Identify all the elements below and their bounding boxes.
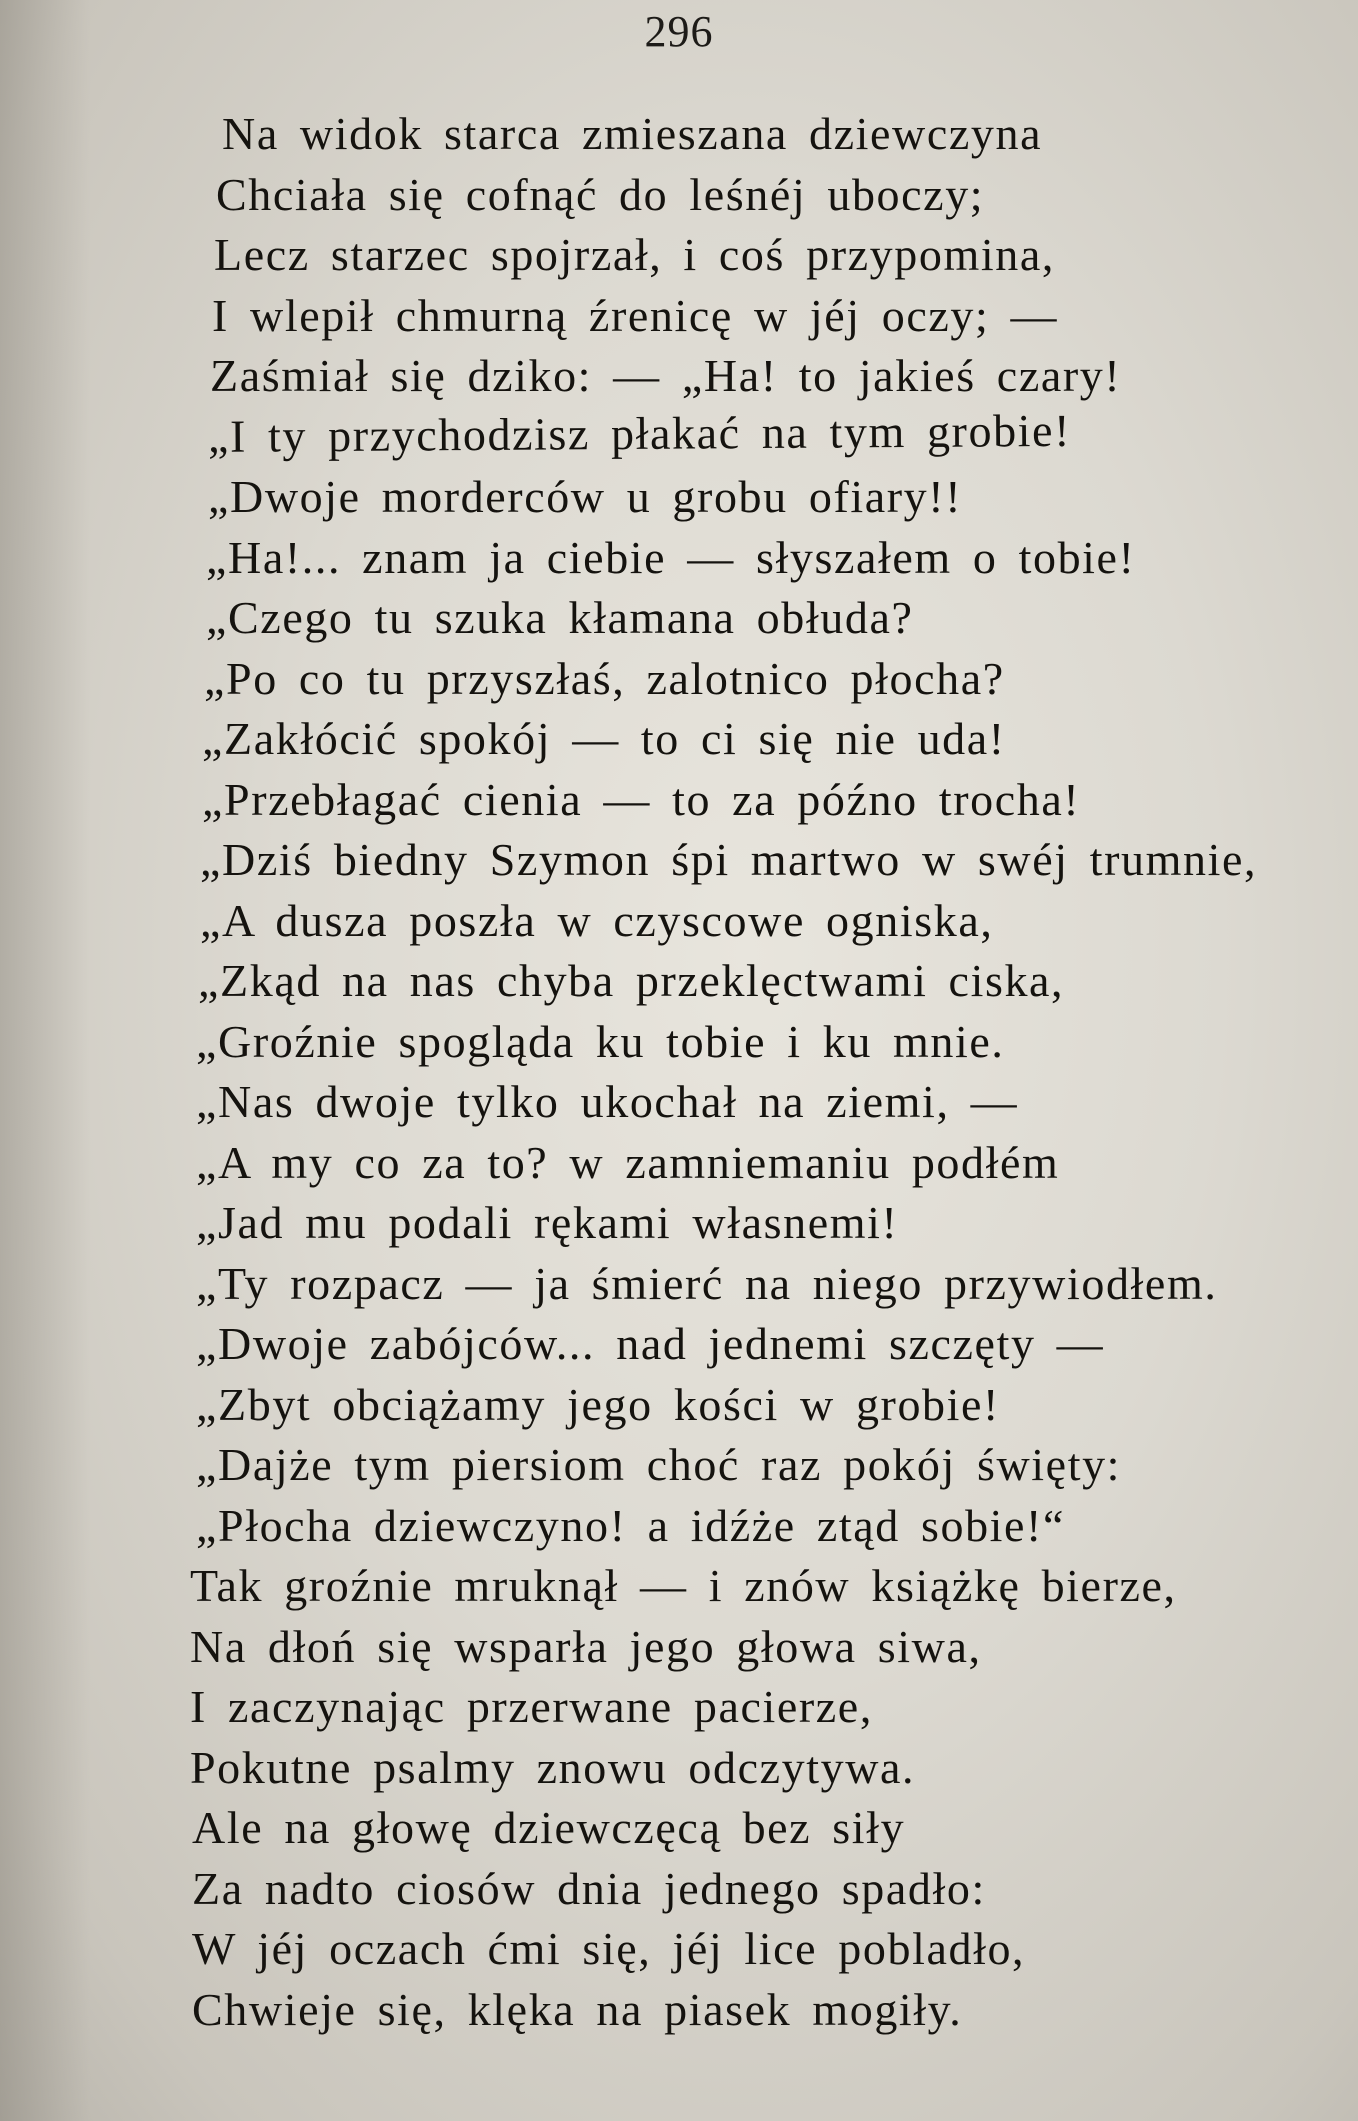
verse-line: Tak groźnie mruknął — i znów książkę bierze, — [190, 1560, 1177, 1611]
verse-line: W jéj oczach ćmi się, jéj lice pobladło, — [192, 1923, 1026, 1974]
page-number: 296 — [644, 7, 714, 56]
verse-line: „Ty rozpacz — ja śmierć na niego przywiodłem. — [196, 1257, 1218, 1309]
verse-line: Na dłoń się wsparła jego głowa siwa, — [190, 1620, 982, 1672]
verse-line: Lecz starzec spojrzał, i coś przypomina, — [214, 229, 1055, 280]
verse-line: Chwieje się, klęka na piasek mogiły. — [192, 1983, 963, 2035]
verse-line: „Dziś biedny Szymon śpi martwo w swéj trumnie, — [200, 834, 1258, 885]
verse-line: Na widok starca zmieszana dziewczyna — [222, 108, 1043, 159]
verse-line: Za nadto ciosów dnia jednego spadło: — [192, 1862, 986, 1914]
verse-line: Ale na głowę dziewczęcą bez siły — [192, 1802, 906, 1853]
verse-line: „Dajże tym piersiom choć raz pokój święty: — [196, 1439, 1122, 1490]
verse-line: „Nas dwoje tylko ukochał na ziemi, — — [196, 1076, 1019, 1127]
verse-line: „Zbyt obciążamy jego kości w grobie! — [196, 1378, 1000, 1430]
verse-line: „A dusza poszła w czyscowe ogniska, — [200, 894, 994, 946]
verse-line: „Dwoje zabójców... nad jednemi szczęty — — [196, 1318, 1105, 1369]
page-gutter-shadow — [0, 0, 90, 2121]
verse-line: „Po co tu przyszłaś, zalotnico płocha? — [204, 652, 1005, 704]
verse-line: „Płocha dziewczyno! a idźże ztąd sobie!“ — [196, 1499, 1065, 1551]
verse-line: „Dwoje morderców u grobu ofiary!! — [208, 471, 963, 522]
verse-line: „Czego tu szuka kłamana obłuda? — [206, 592, 914, 643]
verse-line: I wlepił chmurną źrenicę w jéj oczy; — — [212, 289, 1059, 341]
verse-line: Pokutne psalmy znowu odczytywa. — [190, 1741, 916, 1793]
poem-text — [190, 104, 1316, 2040]
verse-line: „Zakłócić spokój — to ci się nie uda! — [202, 713, 1006, 764]
verse-line: Chciała się cofnąć do leśnéj uboczy; — [216, 168, 985, 220]
verse-line: „I ty przychodzisz płakać na tym grobie! — [207, 404, 1072, 462]
verse-line: „Zkąd na nas chyba przeklęctwami ciska, — [198, 955, 1065, 1006]
verse-line: „Groźnie spogląda ku tobie i ku mnie. — [196, 1015, 1005, 1067]
verse-line: „Przebłagać cienia — to za późno trocha! — [202, 773, 1081, 825]
verse-line: „A my co za to? w zamniemaniu podłém — [196, 1136, 1060, 1188]
verse-line: Zaśmiał się dziko: — „Ha! to jakieś czary! — [210, 350, 1122, 401]
verse-line: „Jad mu podali rękami własnemi! — [196, 1197, 899, 1248]
verse-line: I zaczynając przerwane pacierze, — [190, 1681, 873, 1732]
verse-line: „Ha!... znam ja ciebie — słyszałem o tobie! — [206, 531, 1136, 583]
